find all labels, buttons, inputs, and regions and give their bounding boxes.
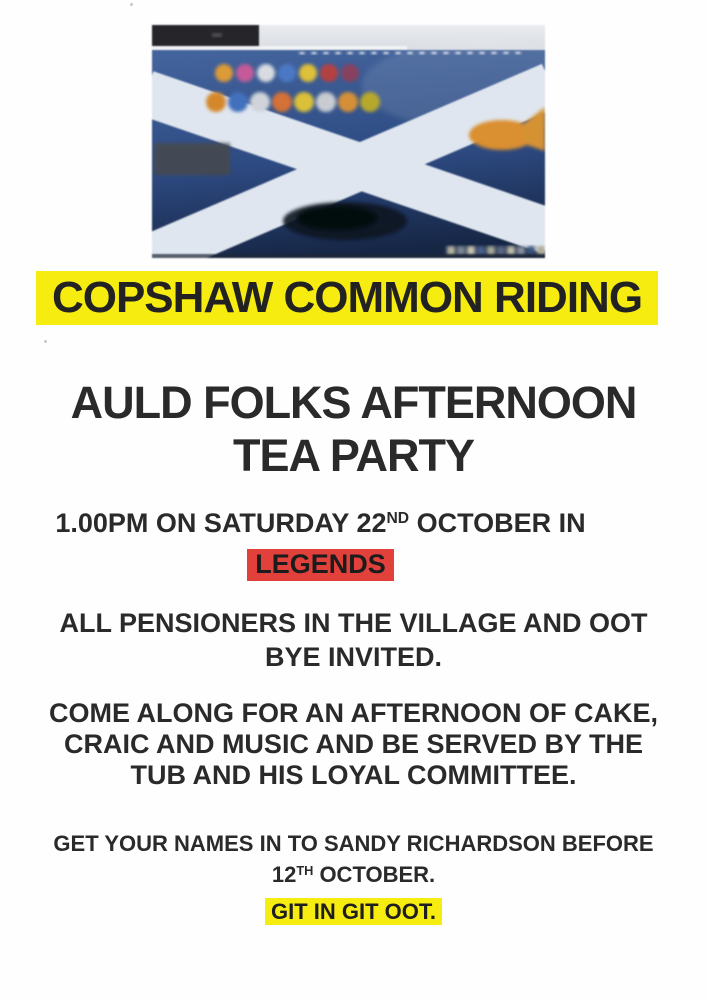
event-details — [0, 505, 674, 583]
page-title: COPSHAW COMMON RIDING — [51, 273, 643, 322]
event-heading — [0, 376, 707, 482]
scan-speck — [44, 340, 47, 343]
rsvp-ordinal-sup: TH — [296, 862, 314, 878]
rsvp-date-num: 12 — [271, 862, 297, 887]
flag-photo-svg — [152, 25, 545, 258]
footer-slogan: GIT IN GIT OOT. — [265, 898, 442, 925]
event-venue-line — [0, 546, 674, 583]
saltire-flag-photo — [152, 25, 545, 258]
event-datetime-pre: 1.00PM ON SATURDAY 22 — [55, 508, 387, 538]
invite-paragraph — [0, 606, 707, 674]
details-line-2: CRAIC AND MUSIC AND BE SERVED BY THE — [63, 729, 644, 759]
dark-bar — [152, 25, 259, 47]
venue-name: LEGENDS — [247, 549, 394, 581]
invite-line-1: ALL PENSIONERS IN THE VILLAGE AND OOT — [59, 608, 648, 638]
details-line-1: COME ALONG FOR AN AFTERNOON OF CAKE, — [49, 698, 658, 728]
rsvp-date-rest: OCTOBER. — [313, 862, 436, 887]
rsvp-line-2 — [0, 859, 707, 893]
event-datetime-post: OCTOBER IN — [409, 508, 586, 538]
grey-patch — [154, 143, 230, 175]
white-ledge — [152, 46, 407, 50]
details-paragraph — [0, 698, 707, 791]
footer-slogan-row — [0, 898, 707, 925]
event-datetime-line — [0, 505, 674, 546]
details-line-3: TUB AND HIS LOYAL COMMITTEE. — [130, 760, 577, 790]
title-band — [36, 271, 658, 325]
rsvp-paragraph — [0, 828, 707, 893]
rsvp-line-1: GET YOUR NAMES IN TO SANDY RICHARDSON BEFORE — [53, 831, 654, 856]
date-ordinal-sup: ND — [386, 510, 410, 528]
scan-speck — [130, 3, 133, 6]
heading-line-2: TEA PARTY — [232, 430, 474, 481]
invite-line-2: BYE INVITED. — [264, 642, 443, 672]
heading-line-1: AULD FOLKS AFTERNOON — [70, 377, 637, 428]
